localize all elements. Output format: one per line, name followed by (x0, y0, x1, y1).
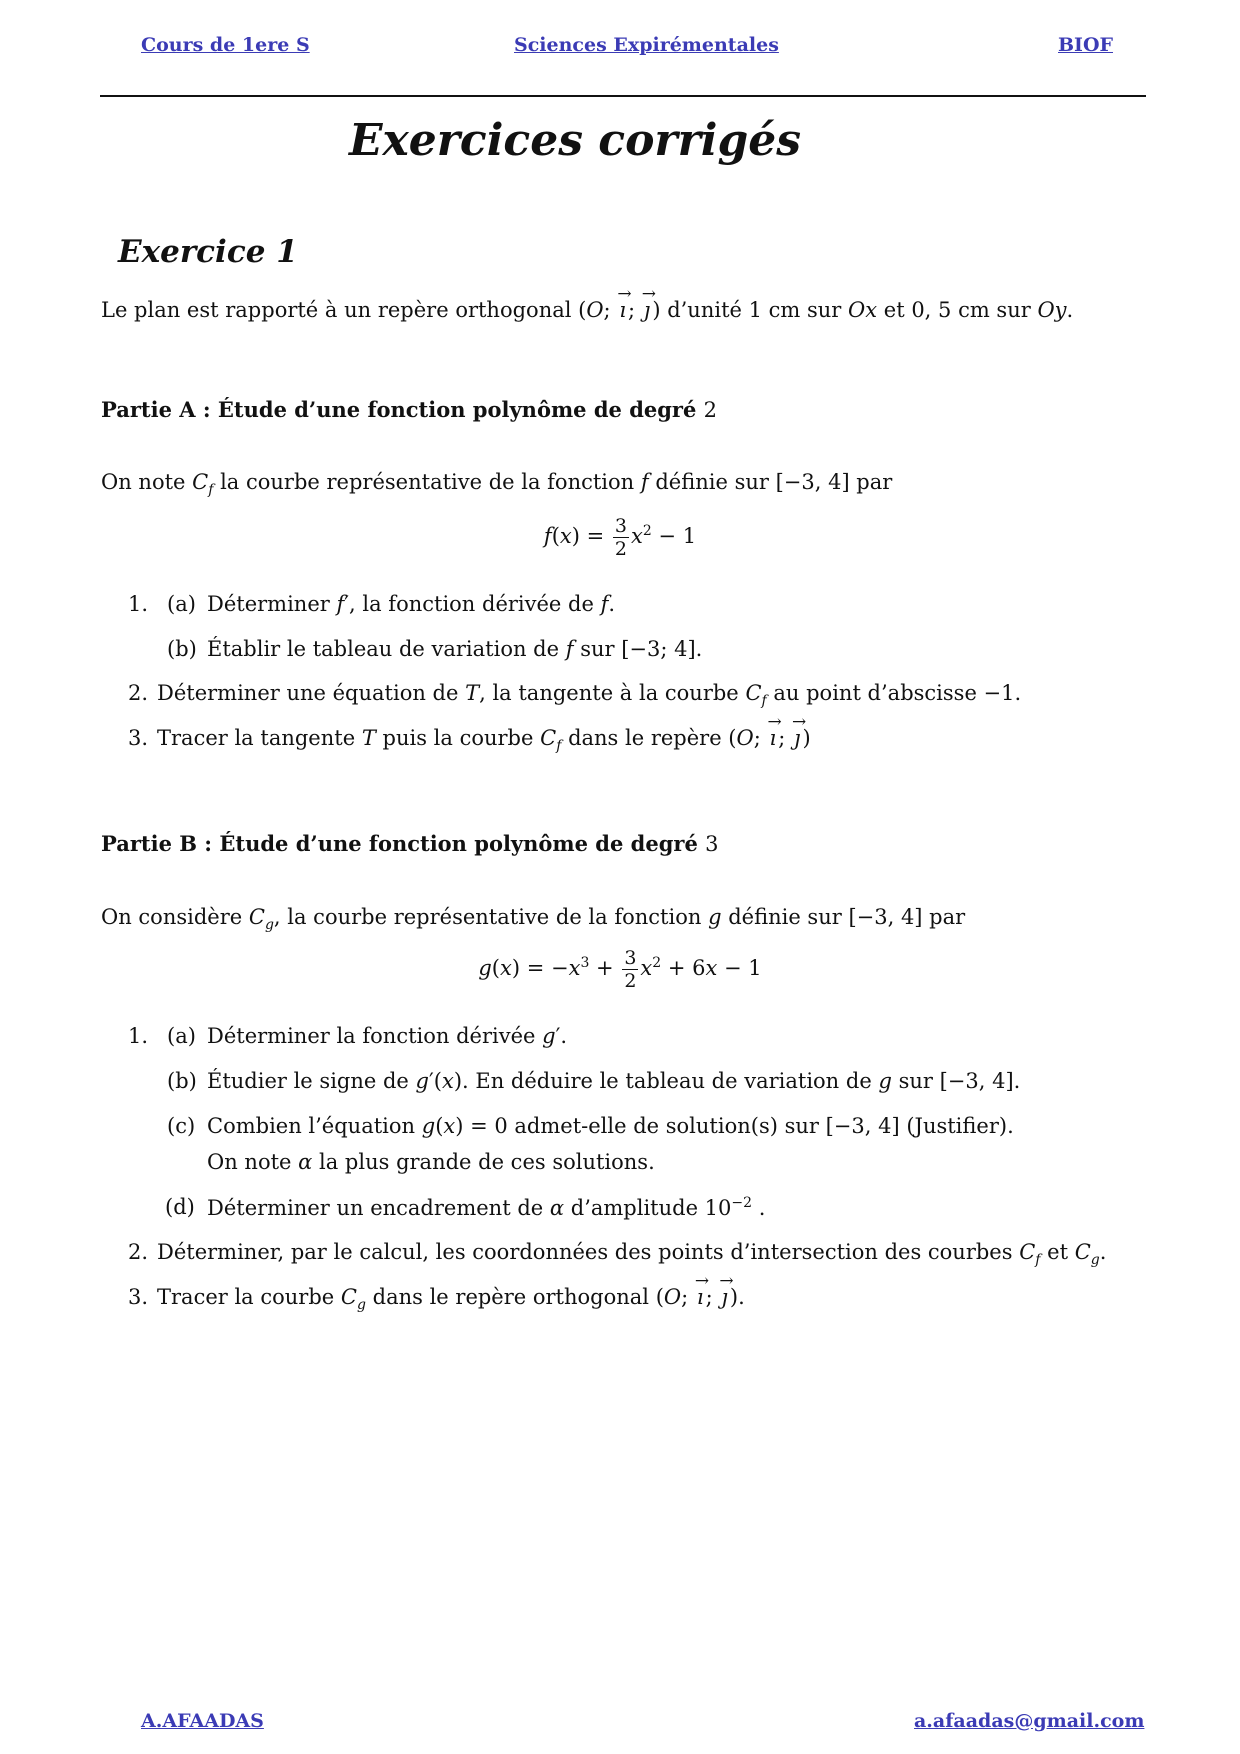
part-a-q2: Déterminer une équation de T, la tangente à la courbe $C_f$ au point d’abscisse −1. (157, 681, 1022, 710)
header-divider (100, 95, 1146, 97)
part-b-q1b-label: (b) (167, 1069, 197, 1093)
header-link-biof[interactable]: BIOF (1058, 34, 1113, 56)
part-b-q1a-label: (a) (167, 1024, 196, 1048)
exercise-intro: Le plan est rapporté à un repère orthogonal (O; → ı; → ȷ) d’unité 1 cm sur Ox et 0, 5 cm sur Oy. (101, 298, 1073, 322)
part-b-q1d-label: (d) (165, 1195, 195, 1219)
page-title: Exercices corrigés (348, 115, 802, 166)
exercise-title: Exercice 1 (118, 234, 298, 270)
part-b-heading: Partie B : Étude d’une fonction polynôme de degré 3 (101, 831, 719, 856)
part-b-q1-number: 1. (128, 1024, 149, 1048)
part-a-intro: On note $C_f$ la courbe représentative de la fonction f définie sur [−3, 4] par (101, 470, 893, 499)
footer-email-link[interactable]: a.afaadas@gmail.com (914, 1710, 1145, 1732)
part-b-q3: Tracer la courbe $C_g$ dans le repère orthogonal (O; → ı; → ȷ). (157, 1285, 745, 1313)
part-a-q1a: Déterminer f′, la fonction dérivée de f. (207, 592, 616, 616)
part-b-intro: On considère $C_g$, la courbe représentative de la fonction g définie sur [−3, 4] par (101, 905, 966, 934)
part-a-q1a-label: (a) (167, 592, 196, 616)
formula-g: $g(x) = -x^3$ + $\frac{3}{2}$ $x^2 + 6x - 1$ (478, 947, 762, 992)
formula-f: f(x) = $\frac{3}{2}$ $x^2 - 1$ (543, 515, 697, 560)
part-a-q3-number: 3. (128, 726, 149, 750)
part-a-q2-number: 2. (128, 681, 149, 705)
part-b-q3-number: 3. (128, 1285, 149, 1309)
header-link-section[interactable]: Sciences Expirémentales (514, 34, 779, 56)
part-b-q1c: Combien l’équation g(x) = 0 admet-elle de solution(s) sur [−3, 4] (Justifier). (207, 1114, 1014, 1138)
part-b-q1b: Étudier le signe de g′(x). En déduire le tableau de variation de g sur [−3, 4]. (207, 1069, 1021, 1093)
part-a-q3: Tracer la tangente T puis la courbe $C_f$ dans le repère (O; → ı; → ȷ) (157, 726, 811, 754)
part-b-q1c-note: On note α la plus grande de ces solutions. (207, 1150, 655, 1174)
part-a-heading: Partie A : Étude d’une fonction polynôme de degré 2 (101, 397, 718, 422)
part-a-q1b-label: (b) (167, 637, 197, 661)
part-a-q1-number: 1. (128, 592, 149, 616)
part-a-q1b: Établir le tableau de variation de f sur [−3; 4]. (207, 637, 703, 661)
part-b-q2: Déterminer, par le calcul, les coordonnées des points d’intersection des courbes $C_f$ et $C_g$. (157, 1240, 1107, 1269)
part-b-q1a: Déterminer la fonction dérivée g′. (207, 1024, 568, 1048)
header-link-course[interactable]: Cours de 1ere S (141, 34, 310, 56)
part-b-q1c-label: (c) (167, 1114, 196, 1138)
part-b-q1d: Déterminer un encadrement de α d’amplitude $10^{-2}$ . (207, 1195, 766, 1220)
part-b-q2-number: 2. (128, 1240, 149, 1264)
footer-author-link[interactable]: A.AFAADAS (141, 1710, 264, 1732)
